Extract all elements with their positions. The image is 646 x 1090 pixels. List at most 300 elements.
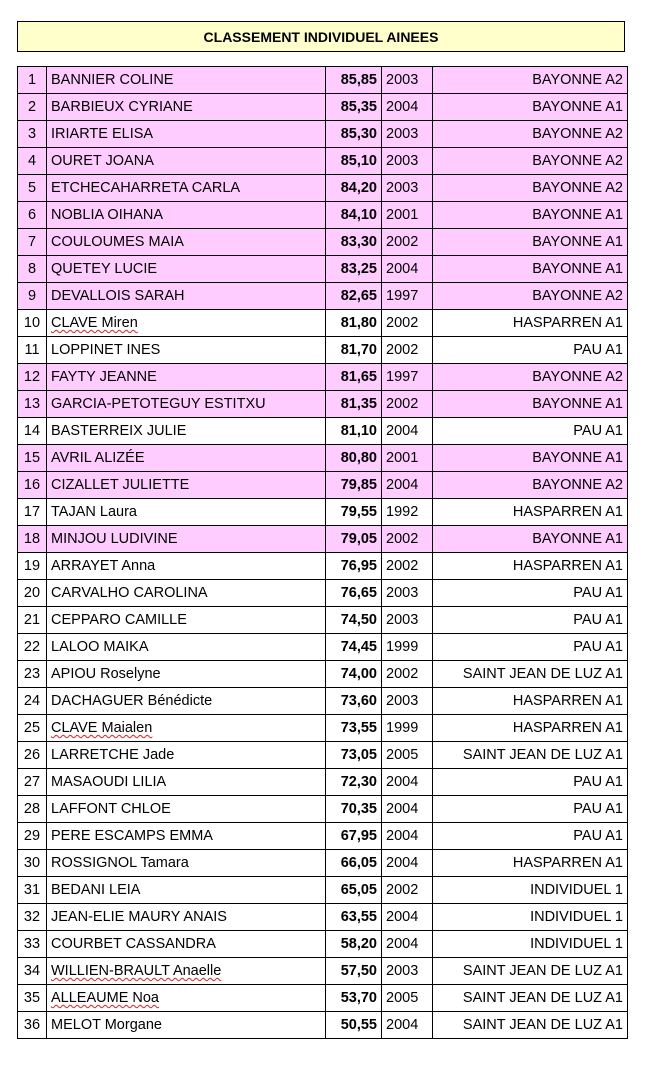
score-cell-text: 85,85: [340, 72, 377, 88]
name-cell: [47, 175, 326, 202]
name-cell-text: DACHAGUER Bénédicte: [51, 693, 213, 709]
score-cell-text: 85,10: [340, 153, 377, 169]
year-cell: [382, 499, 433, 526]
year-cell-text: 2003: [386, 693, 419, 709]
score-cell: [326, 283, 382, 310]
table-row: [18, 850, 628, 877]
table-row: [18, 283, 628, 310]
table-row: [18, 418, 628, 445]
score-cell-text: 66,05: [340, 855, 377, 871]
club-cell: [433, 229, 628, 256]
year-cell-text: 2002: [386, 342, 419, 358]
score-cell: [326, 580, 382, 607]
name-cell-text: TAJAN Laura: [51, 504, 137, 520]
score-cell: [326, 472, 382, 499]
score-cell: [326, 661, 382, 688]
year-cell: [382, 310, 433, 337]
score-cell: [326, 715, 382, 742]
club-cell-text: INDIVIDUEL 1: [530, 909, 623, 925]
score-cell-text: 81,10: [340, 423, 377, 439]
name-cell: [47, 553, 326, 580]
year-cell: [382, 229, 433, 256]
table-row: [18, 526, 628, 553]
name-cell: [47, 94, 326, 121]
table-row: [18, 256, 628, 283]
club-cell: [433, 958, 628, 985]
table-row: [18, 796, 628, 823]
year-cell-text: 1992: [386, 504, 419, 520]
score-cell-text: 57,50: [340, 963, 377, 979]
year-cell-text: 2003: [386, 126, 419, 142]
rank-cell-text: 6: [27, 207, 37, 223]
year-cell-text: 2004: [386, 801, 419, 817]
score-cell-text: 53,70: [340, 990, 377, 1006]
table-row: [18, 391, 628, 418]
name-cell-text: BANNIER COLINE: [51, 72, 174, 88]
club-cell-text: SAINT JEAN DE LUZ A1: [462, 1017, 623, 1033]
name-cell-text: PERE ESCAMPS EMMA: [51, 828, 213, 844]
rank-cell-text: 3: [27, 126, 37, 142]
club-cell: [433, 769, 628, 796]
table-row: [18, 769, 628, 796]
year-cell: [382, 526, 433, 553]
year-cell: [382, 931, 433, 958]
name-cell: [47, 364, 326, 391]
rank-cell-text: 12: [23, 369, 41, 385]
rank-cell-text: 9: [27, 288, 37, 304]
club-cell-text: HASPARREN A1: [512, 504, 623, 520]
score-cell-text: 70,35: [340, 801, 377, 817]
year-cell-text: 2004: [386, 1017, 419, 1033]
score-cell: [326, 769, 382, 796]
name-cell: [47, 1012, 326, 1039]
score-cell-text: 85,35: [340, 99, 377, 115]
year-cell-text: 2003: [386, 153, 419, 169]
rank-cell-text: 14: [23, 423, 41, 439]
year-cell: [382, 94, 433, 121]
table-row: [18, 742, 628, 769]
rank-cell: [18, 904, 47, 931]
name-cell: [47, 337, 326, 364]
club-cell-text: PAU A1: [573, 801, 623, 817]
year-cell: [382, 715, 433, 742]
score-cell-text: 76,95: [340, 558, 377, 574]
club-cell-text: BAYONNE A1: [532, 207, 623, 223]
score-cell-text: 82,65: [340, 288, 377, 304]
score-cell: [326, 553, 382, 580]
name-cell: [47, 580, 326, 607]
score-cell-text: 65,05: [340, 882, 377, 898]
club-cell: [433, 661, 628, 688]
score-cell-text: 67,95: [340, 828, 377, 844]
rank-cell: [18, 823, 47, 850]
rank-cell: [18, 877, 47, 904]
year-cell: [382, 553, 433, 580]
club-cell-text: PAU A1: [573, 828, 623, 844]
score-cell-text: 74,00: [340, 666, 377, 682]
club-cell-text: BAYONNE A1: [532, 234, 623, 250]
name-cell-text: COULOUMES MAIA: [51, 234, 184, 250]
rank-cell-text: 35: [23, 990, 41, 1006]
score-cell-text: 84,10: [340, 207, 377, 223]
rank-cell-text: 31: [23, 882, 41, 898]
score-cell-text: 63,55: [340, 909, 377, 925]
score-cell: [326, 229, 382, 256]
name-cell: [47, 823, 326, 850]
rank-cell-text: 26: [23, 747, 41, 763]
score-cell: [326, 607, 382, 634]
year-cell: [382, 1012, 433, 1039]
name-cell: [47, 904, 326, 931]
score-cell-text: 81,65: [340, 369, 377, 385]
score-cell-text: 76,65: [340, 585, 377, 601]
name-cell-text: QUETEY LUCIE: [51, 261, 158, 277]
score-cell: [326, 310, 382, 337]
name-cell-text: ETCHECAHARRETA CARLA: [51, 180, 241, 196]
name-cell: [47, 391, 326, 418]
score-cell: [326, 688, 382, 715]
club-cell: [433, 796, 628, 823]
name-cell: [47, 985, 326, 1012]
club-cell: [433, 580, 628, 607]
rank-cell: [18, 445, 47, 472]
name-cell-text: LALOO MAIKA: [51, 639, 149, 655]
club-cell-text: SAINT JEAN DE LUZ A1: [462, 666, 623, 682]
score-cell-text: 81,35: [340, 396, 377, 412]
name-cell: [47, 931, 326, 958]
rank-cell: [18, 256, 47, 283]
rank-cell-text: 2: [27, 99, 37, 115]
table-row: [18, 364, 628, 391]
rank-cell-text: 11: [24, 342, 40, 358]
name-cell: [47, 769, 326, 796]
club-cell-text: PAU A1: [573, 612, 623, 628]
year-cell-text: 2001: [386, 207, 419, 223]
rank-cell: [18, 94, 47, 121]
score-cell: [326, 175, 382, 202]
year-cell-text: 2004: [386, 99, 419, 115]
club-cell: [433, 931, 628, 958]
club-cell-text: PAU A1: [573, 585, 623, 601]
rank-cell: [18, 580, 47, 607]
rank-cell: [18, 499, 47, 526]
club-cell: [433, 175, 628, 202]
year-cell-text: 2004: [386, 828, 419, 844]
name-cell: [47, 67, 326, 94]
club-cell-text: HASPARREN A1: [512, 855, 623, 871]
rank-cell-text: 13: [23, 396, 41, 412]
score-cell: [326, 364, 382, 391]
club-cell: [433, 445, 628, 472]
year-cell-text: 2004: [386, 774, 419, 790]
score-cell: [326, 958, 382, 985]
name-cell-text: BEDANI LEIA: [51, 882, 141, 898]
name-cell: [47, 526, 326, 553]
club-cell-text: HASPARREN A1: [512, 558, 623, 574]
club-cell-text: HASPARREN A1: [512, 315, 623, 331]
rank-cell: [18, 202, 47, 229]
club-cell: [433, 985, 628, 1012]
club-cell-text: PAU A1: [573, 342, 623, 358]
year-cell-text: 1999: [386, 720, 419, 736]
score-cell: [326, 202, 382, 229]
year-cell-text: 2004: [386, 936, 419, 952]
club-cell: [433, 634, 628, 661]
name-cell-text: IRIARTE ELISA: [51, 126, 154, 142]
year-cell: [382, 985, 433, 1012]
name-cell: [47, 148, 326, 175]
year-cell-text: 2002: [386, 234, 419, 250]
name-cell: [47, 418, 326, 445]
rank-cell: [18, 418, 47, 445]
club-cell-text: INDIVIDUEL 1: [530, 882, 623, 898]
table-row: [18, 580, 628, 607]
name-cell-text: LOPPINET INES: [51, 342, 161, 358]
name-cell-text: CARVALHO CAROLINA: [51, 585, 208, 601]
table-row: [18, 985, 628, 1012]
year-cell-text: 2004: [386, 423, 419, 439]
year-cell: [382, 661, 433, 688]
score-cell-text: 83,25: [340, 261, 377, 277]
rank-cell-text: 23: [23, 666, 41, 682]
club-cell: [433, 391, 628, 418]
rank-cell: [18, 1012, 47, 1039]
name-cell: [47, 877, 326, 904]
name-cell: [47, 256, 326, 283]
rank-cell: [18, 175, 47, 202]
club-cell: [433, 850, 628, 877]
club-cell: [433, 823, 628, 850]
club-cell: [433, 688, 628, 715]
rank-cell-text: 15: [23, 450, 41, 466]
name-cell-text: AVRIL ALIZÉE: [51, 450, 145, 466]
rank-cell-text: 29: [23, 828, 41, 844]
rank-cell-text: 25: [23, 720, 41, 736]
rank-cell: [18, 337, 47, 364]
club-cell-text: BAYONNE A1: [532, 450, 623, 466]
year-cell: [382, 877, 433, 904]
name-cell: [47, 634, 326, 661]
club-cell-text: HASPARREN A1: [512, 693, 623, 709]
score-cell-text: 73,60: [340, 693, 377, 709]
name-cell: [47, 958, 326, 985]
name-cell-text: MELOT Morgane: [51, 1017, 162, 1033]
score-cell-text: 81,80: [340, 315, 377, 331]
year-cell: [382, 148, 433, 175]
club-cell-text: HASPARREN A1: [512, 720, 623, 736]
club-cell: [433, 202, 628, 229]
name-cell: [47, 121, 326, 148]
year-cell-text: 2002: [386, 666, 419, 682]
club-cell: [433, 94, 628, 121]
rank-cell-text: 10: [23, 315, 41, 331]
year-cell-text: 2004: [386, 261, 419, 277]
club-cell-text: SAINT JEAN DE LUZ A1: [462, 963, 623, 979]
year-cell: [382, 607, 433, 634]
club-cell: [433, 715, 628, 742]
year-cell: [382, 121, 433, 148]
name-cell: [47, 661, 326, 688]
rank-cell: [18, 310, 47, 337]
club-cell-text: BAYONNE A2: [532, 153, 623, 169]
rank-cell: [18, 958, 47, 985]
score-cell-text: 83,30: [340, 234, 377, 250]
rank-cell: [18, 121, 47, 148]
score-cell-text: 74,50: [340, 612, 377, 628]
score-cell-text: 74,45: [340, 639, 377, 655]
name-cell-text: BASTERREIX JULIE: [51, 423, 187, 439]
rank-cell-text: 22: [23, 639, 41, 655]
table-row: [18, 607, 628, 634]
score-cell: [326, 904, 382, 931]
club-cell: [433, 607, 628, 634]
rank-cell: [18, 472, 47, 499]
name-cell-text: ARRAYET Anna: [51, 558, 156, 574]
name-cell-text: LAFFONT CHLOE: [51, 801, 171, 817]
table-row: [18, 472, 628, 499]
rank-cell-text: 28: [23, 801, 41, 817]
year-cell-text: 1999: [386, 639, 419, 655]
name-cell: [47, 850, 326, 877]
year-cell-text: 2004: [386, 855, 419, 871]
score-cell: [326, 256, 382, 283]
ranking-table: [17, 66, 628, 1039]
year-cell-text: 2002: [386, 396, 419, 412]
table-row: [18, 904, 628, 931]
table-row: [18, 94, 628, 121]
score-cell-text: 50,55: [340, 1017, 377, 1033]
name-cell-text: GARCIA-PETOTEGUY ESTITXU: [51, 396, 266, 412]
score-cell: [326, 121, 382, 148]
table-row: [18, 931, 628, 958]
rank-cell: [18, 715, 47, 742]
club-cell: [433, 742, 628, 769]
rank-cell-text: 5: [27, 180, 37, 196]
name-cell-text: NOBLIA OIHANA: [51, 207, 164, 223]
name-cell: [47, 229, 326, 256]
year-cell: [382, 337, 433, 364]
rank-cell-text: 4: [27, 153, 37, 169]
rank-cell-text: 18: [23, 531, 41, 547]
club-cell: [433, 553, 628, 580]
club-cell-text: INDIVIDUEL 1: [530, 936, 623, 952]
year-cell-text: 1997: [386, 288, 419, 304]
score-cell: [326, 796, 382, 823]
table-row: [18, 148, 628, 175]
name-cell: [47, 499, 326, 526]
score-cell: [326, 67, 382, 94]
rank-cell: [18, 634, 47, 661]
year-cell-text: 1997: [386, 369, 419, 385]
score-cell-text: 81,70: [340, 342, 377, 358]
year-cell-text: 2004: [386, 477, 419, 493]
name-cell-text: CIZALLET JULIETTE: [51, 477, 190, 493]
year-cell: [382, 472, 433, 499]
name-cell: [47, 796, 326, 823]
club-cell: [433, 256, 628, 283]
score-cell: [326, 418, 382, 445]
year-cell: [382, 850, 433, 877]
score-cell-text: 79,85: [340, 477, 377, 493]
club-cell-text: BAYONNE A2: [532, 180, 623, 196]
score-cell: [326, 445, 382, 472]
name-cell-text: JEAN-ELIE MAURY ANAIS: [51, 909, 227, 925]
name-cell-text: BARBIEUX CYRIANE: [51, 99, 193, 115]
table-row: [18, 121, 628, 148]
club-cell: [433, 364, 628, 391]
year-cell: [382, 364, 433, 391]
score-cell: [326, 850, 382, 877]
rank-cell-text: 30: [23, 855, 41, 871]
year-cell: [382, 958, 433, 985]
year-cell: [382, 769, 433, 796]
year-cell: [382, 742, 433, 769]
year-cell: [382, 796, 433, 823]
rank-cell: [18, 526, 47, 553]
rank-cell: [18, 661, 47, 688]
name-cell: [47, 445, 326, 472]
year-cell: [382, 418, 433, 445]
year-cell-text: 2002: [386, 558, 419, 574]
rank-cell: [18, 688, 47, 715]
year-cell: [382, 904, 433, 931]
year-cell: [382, 580, 433, 607]
name-cell-text: CEPPARO CAMILLE: [51, 612, 187, 628]
table-row: [18, 445, 628, 472]
name-cell-text: ALLEAUME Noa: [51, 990, 159, 1006]
rank-cell: [18, 391, 47, 418]
year-cell-text: 2005: [386, 747, 419, 763]
rank-cell-text: 17: [23, 504, 41, 520]
year-cell: [382, 391, 433, 418]
rank-cell: [18, 769, 47, 796]
table-row: [18, 634, 628, 661]
club-cell: [433, 526, 628, 553]
score-cell: [326, 634, 382, 661]
rank-cell: [18, 553, 47, 580]
rank-cell: [18, 742, 47, 769]
score-cell: [326, 148, 382, 175]
score-cell: [326, 391, 382, 418]
club-cell-text: SAINT JEAN DE LUZ A1: [462, 747, 623, 763]
name-cell-text: APIOU Roselyne: [51, 666, 161, 682]
rank-cell-text: 21: [23, 612, 41, 628]
name-cell-text: CLAVE Miren: [51, 315, 138, 331]
rank-cell: [18, 985, 47, 1012]
score-cell-text: 79,05: [340, 531, 377, 547]
club-cell-text: BAYONNE A2: [532, 477, 623, 493]
year-cell-text: 2002: [386, 882, 419, 898]
year-cell-text: 2005: [386, 990, 419, 1006]
year-cell-text: 2003: [386, 72, 419, 88]
score-cell-text: 58,20: [340, 936, 377, 952]
name-cell-text: WILLIEN-BRAULT Anaelle: [51, 963, 222, 979]
name-cell-text: CLAVE Maialen: [51, 720, 153, 736]
page-title: CLASSEMENT INDIVIDUEL AINEES: [17, 21, 625, 52]
club-cell-text: PAU A1: [573, 639, 623, 655]
club-cell: [433, 310, 628, 337]
name-cell: [47, 742, 326, 769]
club-cell-text: PAU A1: [573, 774, 623, 790]
rank-cell: [18, 283, 47, 310]
score-cell-text: 79,55: [340, 504, 377, 520]
club-cell: [433, 337, 628, 364]
name-cell-text: FAYTY JEANNE: [51, 369, 157, 385]
score-cell-text: 84,20: [340, 180, 377, 196]
year-cell: [382, 283, 433, 310]
club-cell-text: BAYONNE A1: [532, 99, 623, 115]
score-cell: [326, 499, 382, 526]
